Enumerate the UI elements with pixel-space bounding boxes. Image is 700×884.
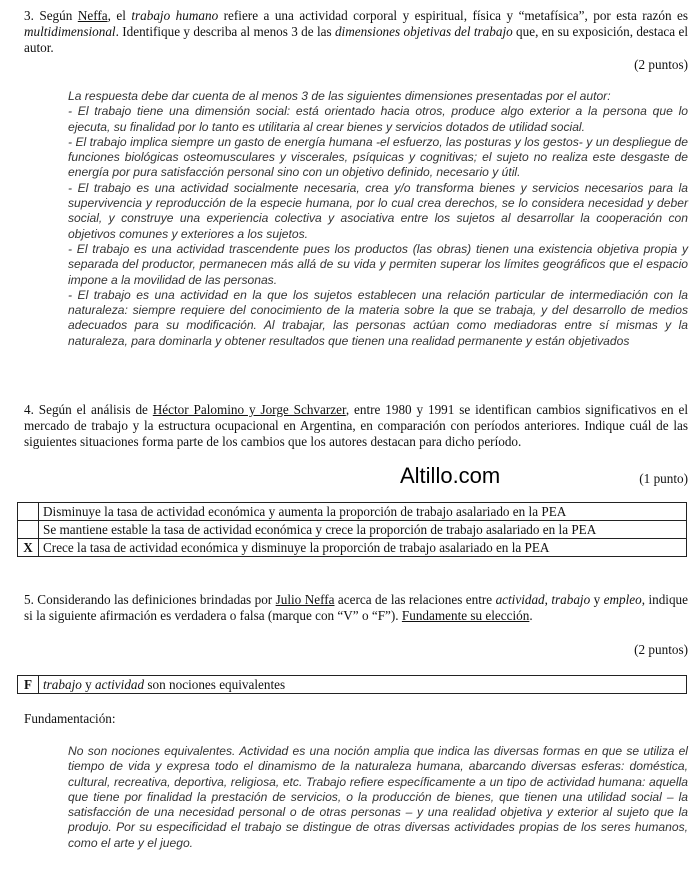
statement-row[interactable]: [18, 676, 687, 694]
answer-line: La respuesta debe dar cuenta de al menos 3 de las siguientes dimensiones presentadas por el autor:: [68, 89, 611, 103]
option-text: Se mantiene estable la tasa de actividad económica y crece la proporción de trabajo asalariado en la PEA: [39, 521, 687, 539]
question-5-statement-table: [17, 675, 687, 694]
answer-line: - El trabajo es una actividad socialmente necesaria, crea y/o transforma bienes y servicios necesarios para la supervivencia y reproducción de la especie humana, por lo cual crea derechos, se lo considera necesidad y deber social, y construye una experiencia colectiva y asociativa entre los sujetos al desarrollar la cooperación con objetivos comunes y exteriores a los sujetos.: [68, 180, 688, 241]
answer-line: - El trabajo tiene una dimensión social: está orientado hacia otros, produce algo exterior a la persona que lo ejecuta, su finalidad por lo tanto es utilitaria al crear bienes y servicios dotados de utilidad social.: [68, 104, 688, 134]
authors-palomino-schvarzer: Héctor Palomino y Jorge Schvarzer: [152, 402, 346, 417]
question-4-options-table: [17, 502, 687, 557]
question-3-points: (2 puntos): [634, 57, 688, 72]
option-text: Disminuye la tasa de actividad económica y aumenta la proporción de trabajo asalariado en la PEA: [39, 503, 687, 521]
option-mark-cell[interactable]: [18, 521, 39, 539]
fundamentacion-label: Fundamentación:: [24, 711, 116, 726]
question-5-prompt: 5. Considerando las definiciones brindadas por Julio Neffa acerca de las relaciones entre actividad, trabajo y empleo, indique si la siguiente afirmación es verdadera o falsa (marque con “V” o “F”). Fundamente su elección.: [24, 592, 689, 623]
author-neffa: Neffa: [77, 8, 108, 23]
answer-line: - El trabajo es una actividad trascendente pues los productos (las obras) tienen una existencia objetiva propia y separada del productor, permanecen más allá de su vida y permiten superar los límites geográficos que el espacio impone a la movilidad de las personas.: [68, 241, 688, 287]
answer-line: - El trabajo implica siempre un gasto de energía humana -el esfuerzo, las posturas y los gestos- y un despliegue de funciones biológicas osteomusculares y viscerales, psíquicas y cognitivas; el sujeto no realiza este desgaste de energía por pura satisfacción personal sino con un objetivo definido, necesario y útil.: [68, 134, 688, 180]
watermark-logo: Altillo.com: [400, 463, 501, 488]
question-3-answer: [68, 89, 688, 349]
option-row[interactable]: [18, 539, 687, 557]
option-mark-cell[interactable]: [18, 503, 39, 521]
question-3-prompt: 3. Según Neffa, el trabajo humano refiere a una actividad corporal y espiritual, física y “metafísica”, por esta razón es multidimensional. Identifique y describa al menos 3 de las dimensiones objetivas del trabajo que, en su exposición, destaca el autor.: [24, 8, 689, 55]
question-5-points: (2 puntos): [634, 642, 688, 657]
question-4-points: (1 punto): [639, 471, 688, 486]
option-row[interactable]: [18, 503, 687, 521]
author-julio-neffa: Julio Neffa: [275, 592, 335, 607]
option-text: Crece la tasa de actividad económica y disminuye la proporción de trabajo asalariado en la PEA: [39, 539, 687, 557]
statement-mark-cell[interactable]: F: [18, 676, 39, 694]
option-mark-cell[interactable]: X: [18, 539, 39, 557]
answer-line: - El trabajo es una actividad en la que los sujetos establecen una relación particular de intermediación con la naturaleza: siempre requiere del conocimiento de la materia sobre la que se trabaja, y del desarrollo de medios adecuados para su modificación. Al trabajar, las personas actúan como mediadoras entre sí mismas y la naturaleza, para dominarla y obtener resultados que tienen una realidad permanente y están objetivados: [68, 287, 688, 348]
option-row[interactable]: [18, 521, 687, 539]
question-4-prompt: 4. Según el análisis de Héctor Palomino y Jorge Schvarzer, entre 1980 y 1991 se identifican cambios significativos en el mercado de trabajo y la estructura ocupacional en Argentina, en comparación con períodos anteriores. Indique cuál de las siguientes situaciones forma parte de los cambios que los autores destacan para dicho período.: [24, 402, 688, 449]
instruction-fundamente: Fundamente su elección: [401, 608, 530, 623]
statement-text: trabajo y actividad son nociones equivalentes: [39, 676, 687, 694]
question-5-answer: No son nociones equivalentes. Actividad es una noción amplia que indica las diversas formas en que se utiliza el tiempo de vida y expresa todo el dinamismo de la naturaleza humana, abarcando diversas esferas: doméstica, cultural, recreativa, deportiva, religiosa, etc. Trabajo refiere específicamente a un tipo de actividad humana: aquella que tiene por finalidad la prestación de servicios, o la producción de bienes, que tienen una utilidad social – la satisfacción de una necesidad personal o de otras personas – y una realidad objetiva y exterior al sujeto que la produjo. Por su especificidad el trabajo se distingue de otras diversas actividades propias de los seres humanos, como el arte y el juego.: [68, 744, 688, 850]
